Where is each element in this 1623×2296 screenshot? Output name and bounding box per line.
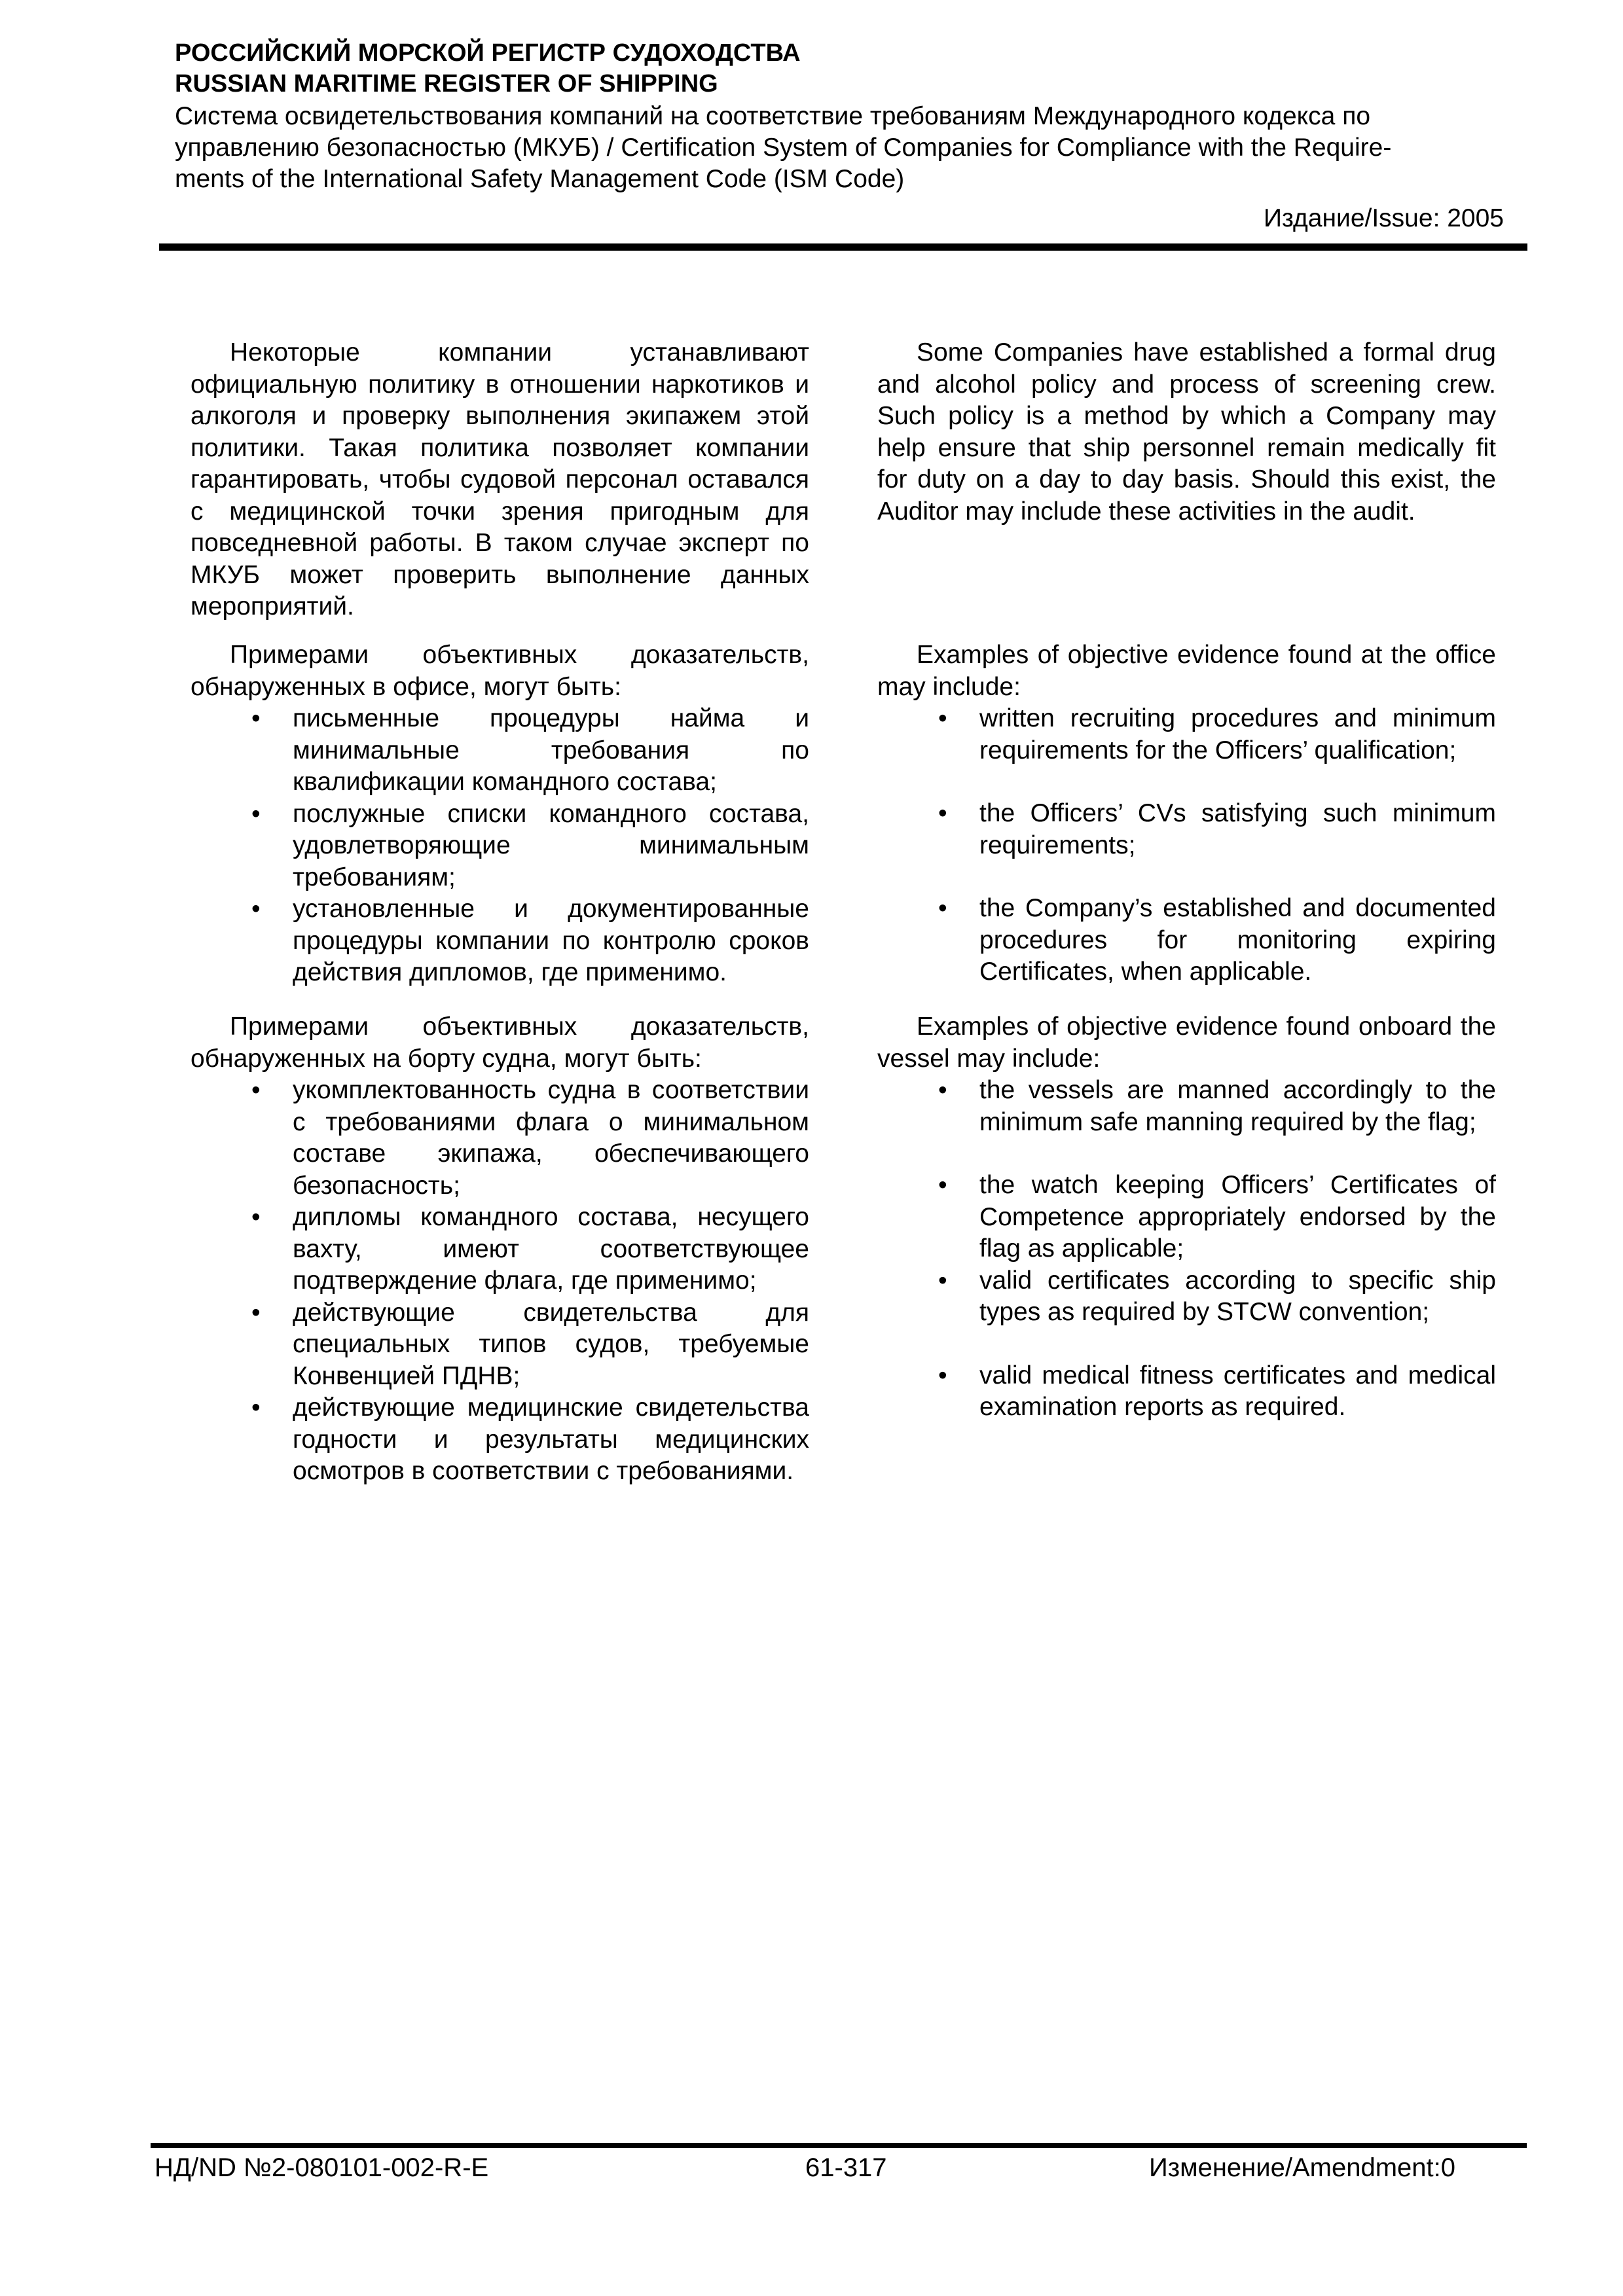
list-item	[877, 798, 1496, 861]
en-vessel-list	[877, 1075, 1496, 1424]
list-item-text: действующие медицинские свидетельства годности и результаты медицинских осмотров в соответствии с требованиями.	[293, 1393, 809, 1485]
list-item	[877, 893, 1496, 988]
footer-amendment: Изменение/Amendment:0	[1149, 2153, 1455, 2182]
issue-label: Издание/Issue: 2005	[1264, 204, 1504, 232]
bullet-icon: •	[938, 1266, 947, 1295]
list-item-text: written recruiting procedures and minimum requirements for the Officers’ qualification;	[979, 704, 1496, 764]
en-vessel-block	[877, 1011, 1496, 1424]
list-item-text: письменные процедуры найма и минимальные требования по квалификации командного состава;	[293, 704, 809, 796]
en-vessel-intro: Examples of objective evidence found onboard the vessel may include:	[877, 1013, 1496, 1073]
bullet-icon: •	[251, 1076, 261, 1104]
ru-intro-paragraph: Некоторые компании устанавливают официальную политику в отношении наркотиков и алкоголя и проверку выполнения экипажем этой политики. Такая политика позволяет компании гарантировать, чтобы судовой персонал оставался с медицинской точки зрения пригодным для повседневной работы. В таком случае эксперт по МКУБ может проверить выполнение данных мероприятий.	[191, 338, 809, 620]
ru-vessel-intro: Примерами объективных доказательств, обнаруженных на борту судна, могут быть:	[191, 1013, 809, 1073]
list-item	[191, 1202, 809, 1297]
bullet-icon: •	[251, 1393, 261, 1422]
ru-vessel-list	[191, 1075, 809, 1488]
list-item-text: укомплектованность судна в соответствии с требованиями флага о минимальном составе экипажа, обеспечивающего безопасность;	[293, 1076, 809, 1200]
en-office-intro: Examples of objective evidence found at the office may include:	[877, 641, 1496, 701]
footer-doc-number: НД/ND №2-080101-002-R-E	[155, 2153, 489, 2182]
ru-office-block	[191, 639, 809, 989]
list-item-text: установленные и документированные процедуры компании по контролю сроков действия дипломов, где применимо.	[293, 895, 809, 986]
bullet-icon: •	[938, 799, 947, 827]
list-item	[877, 703, 1496, 766]
list-item-text: действующие свидетельства для специальных типов судов, требуемые Конвенцией ПДНВ;	[293, 1298, 809, 1390]
list-item-text: the Officers’ CVs satisfying such minimum requirements;	[979, 799, 1496, 859]
bullet-icon: •	[251, 1203, 261, 1231]
document-header	[175, 38, 1504, 234]
ru-office-intro: Примерами объективных доказательств, обнаруженных в офисе, могут быть:	[191, 641, 809, 701]
list-item	[191, 703, 809, 798]
org-name-ru: РОССИЙСКИЙ МОРСКОЙ РЕГИСТР СУДОХОДСТВА	[175, 39, 801, 67]
subtitle-line: управлению безопасностью (МКУБ) / Certification System of Companies for Compliance with the Require-	[175, 134, 1392, 162]
list-item	[191, 1297, 809, 1393]
list-item	[877, 1265, 1496, 1329]
bullet-icon: •	[251, 704, 261, 732]
en-intro-paragraph: Some Companies have established a formal drug and alcohol policy and process of screening crew. Such policy is a method by which a Company may help ensure that ship personnel remain medically fit for duty on a day to day basis. Should this exist, the Auditor may include these activities in the audit.	[877, 338, 1496, 526]
list-item	[877, 1170, 1496, 1265]
footer-divider	[151, 2143, 1527, 2148]
document-subtitle	[175, 101, 1504, 195]
bullet-icon: •	[938, 704, 947, 732]
bullet-icon: •	[251, 895, 261, 923]
ru-office-list	[191, 703, 809, 989]
subtitle-line: Система освидетельствования компаний на соответствие требованиям Международного кодекса по	[175, 102, 1371, 130]
en-office-list	[877, 703, 1496, 988]
bullet-icon: •	[938, 894, 947, 922]
bullet-icon: •	[251, 1298, 261, 1327]
list-item-text: valid certificates according to specific ship types as required by STCW convention;	[979, 1266, 1496, 1326]
subtitle-line: ments of the International Safety Management Code (ISM Code)	[175, 165, 905, 193]
list-item	[191, 1075, 809, 1202]
bullet-icon: •	[938, 1076, 947, 1104]
list-item-text: the vessels are manned accordingly to the minimum safe manning required by the flag;	[979, 1076, 1496, 1136]
list-item	[877, 1360, 1496, 1424]
list-item-text: the Company’s established and documented procedures for monitoring expiring Certificates, when applicable.	[979, 894, 1496, 986]
list-item	[191, 893, 809, 989]
en-office-block	[877, 639, 1496, 988]
ru-vessel-block	[191, 1011, 809, 1488]
en-intro-block	[877, 337, 1496, 528]
list-item-text: valid medical fitness certificates and medical examination reports as required.	[979, 1361, 1496, 1421]
bullet-icon: •	[251, 799, 261, 828]
footer-page-number: 61-317	[805, 2153, 887, 2182]
header-divider	[159, 243, 1527, 251]
org-name-en: RUSSIAN MARITIME REGISTER OF SHIPPING	[175, 70, 718, 98]
list-item	[191, 798, 809, 894]
list-item-text: дипломы командного состава, несущего вахту, имеют соответствующее подтверждение флага, где применимо;	[293, 1203, 809, 1295]
ru-intro-block	[191, 337, 809, 623]
list-item	[191, 1392, 809, 1488]
list-item	[877, 1075, 1496, 1138]
bullet-icon: •	[938, 1171, 947, 1199]
list-item-text: послужные списки командного состава, удовлетворяющие минимальным требованиям;	[293, 799, 809, 891]
list-item-text: the watch keeping Officers’ Certificates of Competence appropriately endorsed by the flag as applicable;	[979, 1171, 1496, 1263]
bullet-icon: •	[938, 1361, 947, 1390]
